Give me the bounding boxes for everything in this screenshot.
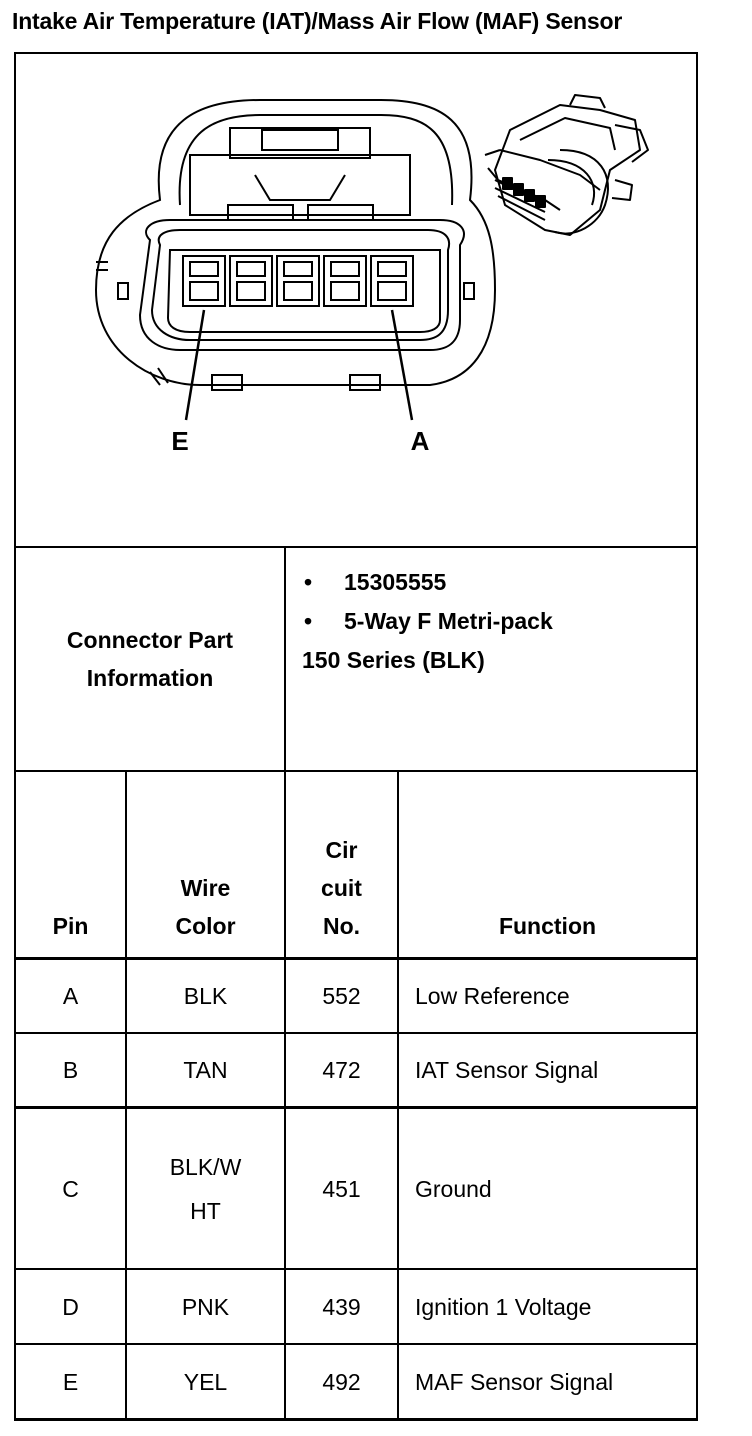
header-pin	[16, 772, 125, 957]
connector-series: 150 Series (BLK)	[302, 647, 485, 673]
connector-face-icon	[96, 100, 495, 390]
header-function-text: Function	[498, 913, 597, 939]
bullet-icon: •	[304, 608, 313, 634]
circuit-cell: 492	[322, 1368, 361, 1395]
function-cell: Low Reference	[415, 983, 570, 1009]
function-cell: MAF Sensor Signal	[415, 1368, 614, 1395]
wire-color-cell: YEL	[183, 1368, 228, 1395]
function-cell: IAT Sensor Signal	[415, 1057, 599, 1083]
pin-cell: B	[62, 1057, 79, 1083]
part-number-item	[302, 563, 692, 602]
connector-3d-icon	[485, 95, 648, 235]
pin-label-e: E	[171, 426, 189, 456]
wire-color-cell: TAN	[183, 1057, 228, 1083]
header-wire-color	[127, 772, 284, 957]
header-circuit-line1: Cir	[325, 837, 358, 863]
pin-cell: E	[62, 1368, 79, 1395]
wire-color-cell	[127, 1109, 284, 1268]
circuit-cell: 451	[322, 1175, 361, 1202]
wire-color-cell: BLK	[183, 983, 228, 1009]
header-wire-line1: Wire	[180, 875, 231, 901]
wire-color-line1: BLK/W	[169, 1153, 242, 1180]
pin-cell: A	[62, 983, 79, 1009]
pin-cell: C	[62, 1175, 79, 1202]
function-cell: Ignition 1 Voltage	[415, 1293, 592, 1320]
part-info-values	[302, 563, 692, 763]
wire-color-line2: HT	[190, 1197, 221, 1224]
circuit-cell: 552	[322, 983, 361, 1009]
connector-type: 5-Way F Metri-pack	[344, 608, 553, 634]
connector-diagram	[16, 54, 696, 546]
pin-label-a: A	[410, 426, 430, 456]
pin-cavities	[183, 256, 413, 306]
header-circuit-line2: cuit	[321, 875, 362, 901]
header-wire-line2: Color	[175, 913, 236, 939]
part-info-label	[16, 548, 284, 770]
header-pin-text: Pin	[52, 913, 89, 939]
part-number: 15305555	[344, 569, 447, 595]
page-title: Intake Air Temperature (IAT)/Mass Air Flow (MAF) Sensor	[12, 8, 623, 34]
pin-leader-lines	[186, 310, 412, 420]
header-function	[399, 772, 696, 957]
wire-color-cell: PNK	[181, 1293, 230, 1320]
header-circuit-line3: No.	[322, 913, 361, 939]
bullet-icon: •	[304, 569, 313, 595]
circuit-cell: 439	[322, 1293, 361, 1320]
function-cell: Ground	[415, 1175, 492, 1202]
header-circuit-number	[286, 772, 397, 957]
divider	[14, 1418, 698, 1421]
circuit-cell: 472	[322, 1057, 361, 1083]
connector-type-item	[302, 602, 692, 641]
part-info-label-line2: Information	[86, 665, 214, 691]
part-info-label-line1: Connector Part	[66, 627, 234, 653]
pin-cell: D	[62, 1293, 79, 1320]
